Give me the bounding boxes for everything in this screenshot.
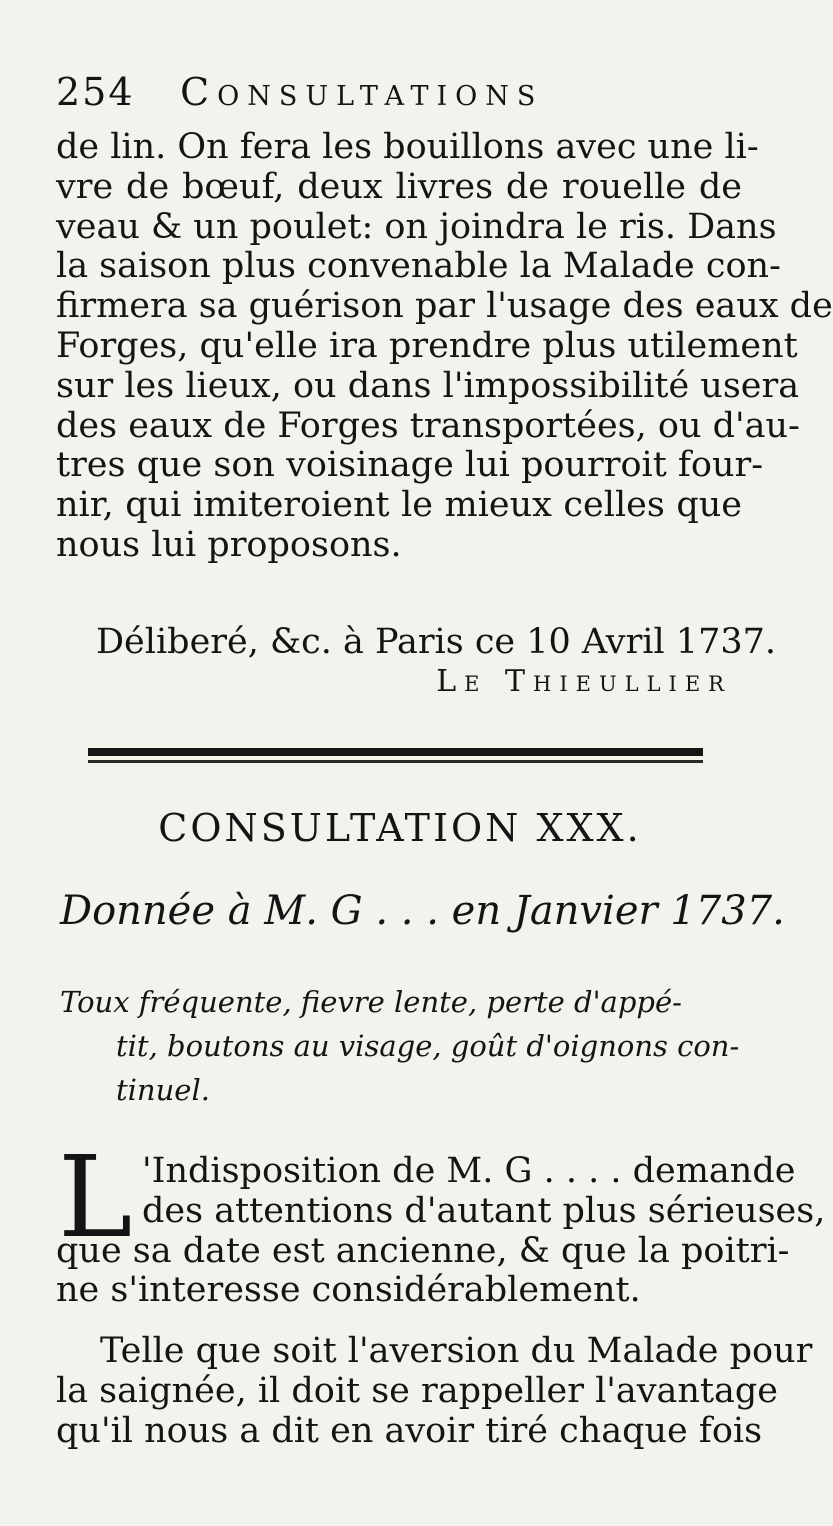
place-date-line: Déliberé, &c. à Paris ce 10 Avril 1737. — [96, 622, 777, 662]
text-line: la saignée, il doit se rappeller l'avantage — [56, 1370, 778, 1411]
text-line: tres que son voisinage lui pourroit four- — [56, 445, 764, 486]
text-line: ne s'interesse considérablement. — [56, 1270, 641, 1311]
text-line: de lin. On fera les bouillons avec une li- — [56, 127, 759, 167]
summary-line: tinuel. — [116, 1073, 210, 1107]
summary-line: tit, boutons au visage, goût d'oignons con- — [116, 1029, 740, 1063]
page-number: 254 — [56, 70, 135, 114]
text-line: sur les lieux, ou dans l'impossibilité usera — [56, 365, 800, 406]
deliberation-block — [56, 622, 777, 702]
paragraph-continued — [56, 127, 833, 566]
text-line: nir, qui imiteroient le mieux celles que — [56, 485, 742, 526]
text-line: que sa date est ancienne, & que la poitri- — [56, 1230, 790, 1271]
summary-line: Toux fréquente, fievre lente, perte d'appé- — [60, 985, 682, 1019]
signature: Le Thieullier — [436, 664, 732, 699]
text-line: veau & un poulet: on joindra le ris. Dans — [56, 206, 777, 247]
text-line: nous lui proposons. — [56, 524, 402, 565]
paragraph-next — [56, 1331, 813, 1451]
text-line: des attentions d'autant plus sérieuses, — [142, 1190, 826, 1231]
text-line: la saison plus convenable la Malade con- — [56, 246, 781, 287]
running-title: Consultations — [180, 70, 544, 114]
text-line: Telle que soit l'aversion du Malade pour — [100, 1331, 813, 1371]
consultation-subheading: Donnée à M. G . . . en Janvier 1737. — [60, 888, 785, 934]
text-line: qu'il nous a dit en avoir tiré chaque fois — [56, 1410, 763, 1451]
text-line: vre de bœuf, deux livres de rouelle de — [56, 166, 742, 207]
text-line: Forges, qu'elle ira prendre plus utilement — [56, 325, 798, 366]
ornamental-rule — [88, 742, 703, 768]
text-line: des eaux de Forges transportées, ou d'au- — [56, 405, 800, 446]
text-line: 'Indisposition de M. G . . . . demande — [142, 1151, 796, 1191]
drop-cap: L — [58, 1133, 133, 1263]
consultation-heading: CONSULTATION XXX. — [158, 806, 642, 850]
symptoms-summary — [60, 980, 740, 1112]
running-head — [56, 70, 736, 120]
rule-thin — [88, 760, 703, 763]
rule-thick — [88, 748, 703, 756]
text-line: firmera sa guérison par l'usage des eaux de — [56, 286, 833, 327]
paragraph-opening — [56, 1133, 826, 1311]
